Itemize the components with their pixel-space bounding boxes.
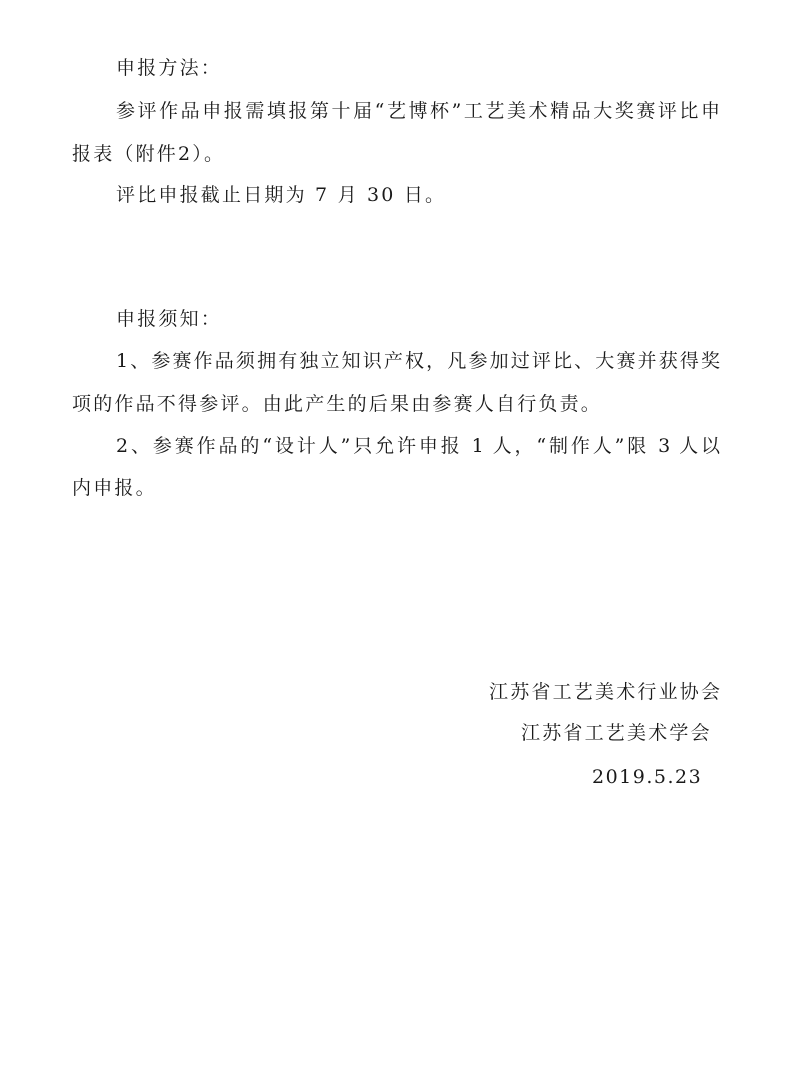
notice-item-1-line-1: 1、参赛作品须拥有独立知识产权，凡参加过评比、大赛并获得奖 xyxy=(116,350,720,372)
signature-org-2: 江苏省工艺美术学会 xyxy=(521,722,712,744)
section-heading-method: 申报方法： xyxy=(116,57,223,79)
method-paragraph-line-2: 报表（附件2）。 xyxy=(72,143,226,165)
notice-item-1-line-2: 项的作品不得参评。由此产生的后果由参赛人自行负责。 xyxy=(72,393,603,415)
notice-item-2-line-2: 内申报。 xyxy=(72,477,157,499)
method-paragraph-line-1: 参评作品申报需填报第十届“艺博杯”工艺美术精品大奖赛评比申 xyxy=(116,100,720,122)
signature-org-1: 江苏省工艺美术行业协会 xyxy=(489,681,723,703)
signature-date: 2019.5.23 xyxy=(592,766,703,788)
deadline-paragraph: 评比申报截止日期为 7 月 30 日。 xyxy=(116,184,447,206)
section-heading-notice: 申报须知： xyxy=(116,308,223,330)
notice-item-2-line-1: 2、参赛作品的“设计人”只允许申报 1 人，“制作人”限 3 人以 xyxy=(116,435,720,457)
